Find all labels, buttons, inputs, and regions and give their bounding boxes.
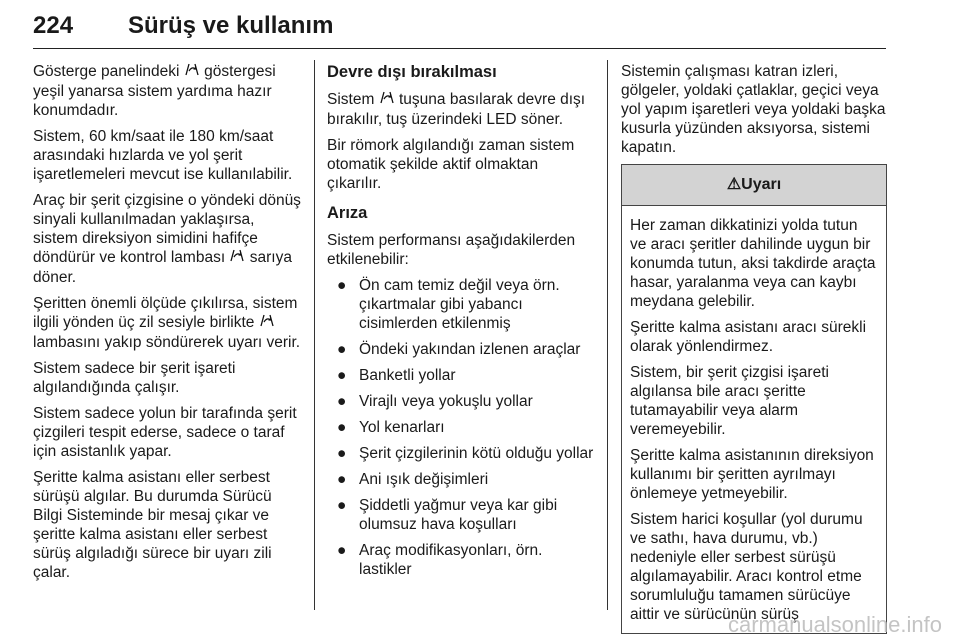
paragraph: Şeritten önemli ölçüde çıkılırsa, sistem ilgili yönden üç zil sesiyle birlikte lambasını yakıp söndürerek uyarı verir.	[33, 295, 301, 351]
paragraph: Sistem sadece yolun bir tarafında şerit çizgileri tespit ederse, sadece o taraf için asistanlık yapar.	[33, 405, 297, 460]
warning-paragraph: Şeritte kalma asistanının direksiyon kullanımı bir şeritten ayrılmayı önlemeye yetmeyebilir.	[630, 447, 874, 502]
bullet: ●	[337, 497, 347, 514]
warning-paragraph: Her zaman dikkatinizi yolda tutun ve aracı şeritler dahilinde uygun bir konumda tutun, aksi takdirde araçta hasar, yaralanma veya can kaybı meydana gelebilir.	[630, 217, 876, 310]
warning-title: Uyarı	[741, 176, 782, 193]
lane-keep-assist-icon	[229, 249, 245, 268]
warning-box	[621, 164, 887, 634]
list-item: ● Ön cam temiz değil veya örn. çıkartmalar gibi yabancı cisimlerden etkilenmiş	[337, 277, 560, 332]
column-middle	[327, 62, 595, 586]
list-item: ● Araç modifikasyonları, örn. lastikler	[337, 542, 543, 578]
warning-triangle-icon: ⚠	[726, 176, 742, 193]
column-divider	[607, 60, 608, 610]
paragraph: Gösterge panelindeki göstergesi yeşil yanarsa sistem yardıma hazır konumdadır.	[33, 63, 276, 119]
chapter-title: Sürüş ve kullanım	[128, 12, 334, 39]
column-left	[33, 62, 301, 589]
paragraph: Sistem performansı aşağıdakilerden etkilenebilir:	[327, 232, 576, 268]
paragraph: Sistem sadece bir şerit işareti algılandığında çalışır.	[33, 360, 236, 396]
bullet: ●	[337, 471, 347, 488]
paragraph: Bir römork algılandığı zaman sistem otomatik şekilde aktif olmaktan çıkarılır.	[327, 137, 575, 192]
bullet: ●	[337, 277, 347, 294]
lane-keep-assist-icon	[259, 314, 275, 333]
watermark: carmanualsonline.info	[727, 612, 942, 637]
bullet: ●	[337, 341, 347, 358]
bullet: ●	[337, 367, 347, 384]
bullet: ●	[337, 445, 347, 462]
bullet: ●	[337, 542, 347, 559]
bullet: ●	[337, 393, 347, 410]
section-heading-deactivation: Devre dışı bırakılması	[327, 63, 497, 81]
section-heading-fault: Arıza	[327, 204, 368, 222]
list-item: ● Şiddetli yağmur veya kar gibi olumsuz hava koşulları	[337, 497, 558, 533]
warning-paragraph: Şeritte kalma asistanı aracı sürekli olarak yönlendirmez.	[630, 319, 867, 355]
list-item: ● Şerit çizgilerinin kötü olduğu yollar	[337, 445, 594, 462]
paragraph: Sistem, 60 km/saat ile 180 km/saat arasındaki hızlarda ve yol şerit işaretlemeleri mevcut ise kullanılabilir.	[33, 128, 293, 183]
warning-paragraph: Sistem harici koşullar (yol durumu ve sathı, hava durumu, vb.) nedeniyle eller serbest sürüşü algılamayabilir. Aracı kontrol etme sorumluluğu tamamen sürücüye aittir ve sürücünün sürüş	[630, 511, 863, 623]
warning-paragraph: Sistem, bir şerit çizgisi işareti algılansa bile aracı şeritte tutamayabilir veya alarm veremeyebilir.	[630, 364, 829, 438]
list-item: ● Ani ışık değişimleri	[337, 471, 489, 488]
bullet: ●	[337, 419, 347, 436]
paragraph: Sistemin çalışması katran izleri, gölgeler, yoldaki çatlaklar, geçici veya yol yapım işaretleri veya yoldaki başka kusurla yüzünden aksıyorsa, sistemi kapatın.	[621, 63, 886, 156]
list-item: ● Yol kenarları	[337, 419, 445, 436]
list-item: ● Banketli yollar	[337, 367, 456, 384]
lane-keep-assist-icon	[379, 91, 395, 110]
list-item: ● Virajlı veya yokuşlu yollar	[337, 393, 533, 410]
fault-list	[327, 276, 595, 579]
paragraph: Sistem tuşuna basılarak devre dışı bırakılır, tuş üzerindeki LED söner.	[327, 91, 586, 128]
warning-header	[622, 165, 886, 206]
column-right	[621, 62, 887, 634]
warning-body	[622, 206, 886, 633]
page-number: 224	[33, 12, 74, 39]
paragraph: Şeritte kalma asistanı eller serbest sürüşü algılar. Bu durumda Sürücü Bilgi Sisteminde bir mesaj çıkar ve şeritte kalma asistanı eller serbest sürüş algıladığı sürece bir uyarı zili çalar.	[33, 469, 272, 581]
lane-keep-assist-icon	[184, 63, 200, 82]
list-item: ● Öndeki yakından izlenen araçlar	[337, 341, 581, 358]
paragraph: Araç bir şerit çizgisine o yöndeki dönüş sinyali kullanılmadan yaklaşırsa, sistem direksiyon simidini hafifçe döndürür ve kontrol lambası sarıya döner.	[33, 192, 301, 286]
column-divider	[314, 60, 315, 610]
page-header	[33, 10, 886, 49]
